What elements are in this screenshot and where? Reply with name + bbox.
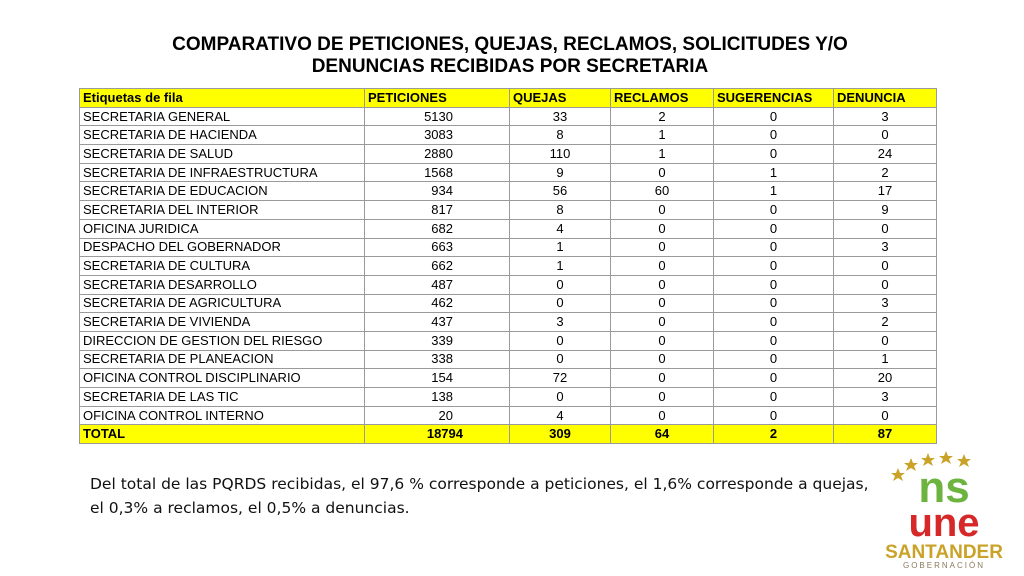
value-cell: 0 — [611, 331, 714, 350]
value-cell: 2880 — [365, 145, 510, 164]
value-cell: 0 — [714, 126, 834, 145]
title-line-2: DENUNCIAS RECIBIDAS POR SECRETARIA — [311, 56, 709, 77]
value-cell: 0 — [714, 238, 834, 257]
value-cell: 0 — [611, 313, 714, 332]
total-value-cell: 18794 — [365, 425, 510, 444]
column-header: QUEJAS — [510, 89, 611, 108]
value-cell: 4 — [510, 406, 611, 425]
value-cell: 0 — [611, 275, 714, 294]
value-cell: 0 — [611, 294, 714, 313]
value-cell: 1 — [834, 350, 937, 369]
row-label-cell: SECRETARIA DESARROLLO — [80, 275, 365, 294]
row-label-cell: DIRECCION DE GESTION DEL RIESGO — [80, 331, 365, 350]
value-cell: 0 — [510, 350, 611, 369]
value-cell: 0 — [510, 275, 611, 294]
table-row — [80, 145, 937, 164]
value-cell: 154 — [365, 369, 510, 388]
table-header-row — [80, 89, 937, 108]
row-label-cell: DESPACHO DEL GOBERNADOR — [80, 238, 365, 257]
value-cell: 0 — [834, 257, 937, 276]
table-row — [80, 369, 937, 388]
row-label-cell: SECRETARIA DE VIVIENDA — [80, 313, 365, 332]
value-cell: 0 — [714, 107, 834, 126]
total-value-cell: 87 — [834, 425, 937, 444]
row-label-cell: SECRETARIA DE CULTURA — [80, 257, 365, 276]
value-cell: 17 — [834, 182, 937, 201]
row-label-cell: SECRETARIA DE LAS TIC — [80, 388, 365, 407]
summary-line-2: el 0,3% a reclamos, el 0,5% a denuncias. — [90, 499, 410, 517]
row-label-cell: SECRETARIA GENERAL — [80, 107, 365, 126]
logo-word-ns: ns — [918, 463, 970, 512]
table-body — [80, 107, 937, 425]
value-cell: 24 — [834, 145, 937, 164]
value-cell: 662 — [365, 257, 510, 276]
value-cell: 0 — [611, 219, 714, 238]
row-label-cell: SECRETARIA DE AGRICULTURA — [80, 294, 365, 313]
logo-star — [904, 458, 918, 471]
logo-star — [891, 468, 905, 481]
table-row — [80, 219, 937, 238]
value-cell: 0 — [834, 331, 937, 350]
value-cell: 817 — [365, 201, 510, 220]
value-cell: 1 — [510, 238, 611, 257]
value-cell: 0 — [714, 331, 834, 350]
table-row — [80, 313, 937, 332]
table-row — [80, 275, 937, 294]
value-cell: 0 — [510, 388, 611, 407]
value-cell: 0 — [714, 145, 834, 164]
value-cell: 663 — [365, 238, 510, 257]
value-cell: 0 — [611, 257, 714, 276]
value-cell: 0 — [714, 313, 834, 332]
value-cell: 2 — [611, 107, 714, 126]
row-label-cell: SECRETARIA DE PLANEACION — [80, 350, 365, 369]
column-header: RECLAMOS — [611, 89, 714, 108]
value-cell: 934 — [365, 182, 510, 201]
table-row — [80, 331, 937, 350]
value-cell: 0 — [834, 219, 937, 238]
value-cell: 0 — [834, 126, 937, 145]
column-header: SUGERENCIAS — [714, 89, 834, 108]
value-cell: 20 — [365, 406, 510, 425]
pqrds-table — [79, 88, 937, 444]
value-cell: 0 — [714, 257, 834, 276]
value-cell: 1 — [714, 163, 834, 182]
value-cell: 0 — [510, 294, 611, 313]
value-cell: 1 — [714, 182, 834, 201]
value-cell: 33 — [510, 107, 611, 126]
value-cell: 0 — [714, 201, 834, 220]
total-value-cell: 309 — [510, 425, 611, 444]
table-row — [80, 163, 937, 182]
value-cell: 487 — [365, 275, 510, 294]
value-cell: 3 — [834, 238, 937, 257]
title-line-1: COMPARATIVO DE PETICIONES, QUEJAS, RECLAMOS, SOLICITUDES Y/O — [172, 34, 848, 55]
column-header: Etiquetas de fila — [80, 89, 365, 108]
value-cell: 72 — [510, 369, 611, 388]
value-cell: 0 — [714, 406, 834, 425]
value-cell: 8 — [510, 201, 611, 220]
value-cell: 3 — [834, 294, 937, 313]
logo-graphic — [878, 450, 1010, 562]
value-cell: 0 — [611, 238, 714, 257]
value-cell: 2 — [834, 163, 937, 182]
row-label-cell: SECRETARIA DEL INTERIOR — [80, 201, 365, 220]
value-cell: 60 — [611, 182, 714, 201]
value-cell: 0 — [714, 369, 834, 388]
value-cell: 437 — [365, 313, 510, 332]
row-label-cell: SECRETARIA DE INFRAESTRUCTURA — [80, 163, 365, 182]
value-cell: 1568 — [365, 163, 510, 182]
value-cell: 3 — [834, 107, 937, 126]
logo-gobernacion: GOBERNACIÓN — [902, 561, 985, 570]
row-label-cell: SECRETARIA DE HACIENDA — [80, 126, 365, 145]
total-value-cell: 64 — [611, 425, 714, 444]
summary-line-1: Del total de las PQRDS recibidas, el 97,6 % corresponde a peticiones, el 1,6% corresponde a quejas, — [90, 475, 869, 493]
value-cell: 0 — [510, 331, 611, 350]
value-cell: 0 — [834, 275, 937, 294]
value-cell: 462 — [365, 294, 510, 313]
value-cell: 0 — [611, 406, 714, 425]
value-cell: 0 — [611, 163, 714, 182]
column-header: PETICIONES — [365, 89, 510, 108]
value-cell: 4 — [510, 219, 611, 238]
table-row — [80, 182, 937, 201]
value-cell: 9 — [834, 201, 937, 220]
value-cell: 682 — [365, 219, 510, 238]
value-cell: 3083 — [365, 126, 510, 145]
value-cell: 138 — [365, 388, 510, 407]
santander-logo — [878, 450, 1010, 570]
row-label-cell: OFICINA CONTROL INTERNO — [80, 406, 365, 425]
table-row — [80, 350, 937, 369]
value-cell: 338 — [365, 350, 510, 369]
value-cell: 0 — [714, 350, 834, 369]
value-cell: 1 — [611, 145, 714, 164]
value-cell: 56 — [510, 182, 611, 201]
value-cell: 1 — [611, 126, 714, 145]
value-cell: 0 — [611, 201, 714, 220]
value-cell: 0 — [611, 369, 714, 388]
value-cell: 110 — [510, 145, 611, 164]
value-cell: 0 — [714, 388, 834, 407]
value-cell: 8 — [510, 126, 611, 145]
total-label-cell: TOTAL — [80, 425, 365, 444]
total-value-cell: 2 — [714, 425, 834, 444]
logo-santander: SANTANDER — [885, 542, 1003, 562]
value-cell: 5130 — [365, 107, 510, 126]
column-header: DENUNCIA — [834, 89, 937, 108]
row-label-cell: OFICINA CONTROL DISCIPLINARIO — [80, 369, 365, 388]
value-cell: 0 — [714, 294, 834, 313]
row-label-cell: SECRETARIA DE EDUCACION — [80, 182, 365, 201]
value-cell: 1 — [510, 257, 611, 276]
row-label-cell: OFICINA JURIDICA — [80, 219, 365, 238]
value-cell: 20 — [834, 369, 937, 388]
value-cell: 3 — [834, 388, 937, 407]
page-title — [100, 34, 920, 78]
table-row — [80, 126, 937, 145]
table-row — [80, 406, 937, 425]
row-label-cell: SECRETARIA DE SALUD — [80, 145, 365, 164]
value-cell: 339 — [365, 331, 510, 350]
table-row — [80, 257, 937, 276]
value-cell: 9 — [510, 163, 611, 182]
value-cell: 2 — [834, 313, 937, 332]
table-row — [80, 294, 937, 313]
table-row — [80, 107, 937, 126]
table-total-row — [80, 425, 937, 444]
summary-text — [90, 472, 880, 520]
value-cell: 0 — [834, 406, 937, 425]
value-cell: 0 — [714, 219, 834, 238]
value-cell: 0 — [714, 275, 834, 294]
value-cell: 0 — [611, 388, 714, 407]
value-cell: 3 — [510, 313, 611, 332]
table-row — [80, 238, 937, 257]
value-cell: 0 — [611, 350, 714, 369]
table-row — [80, 201, 937, 220]
logo-word-une: une — [908, 501, 980, 545]
table-row — [80, 388, 937, 407]
